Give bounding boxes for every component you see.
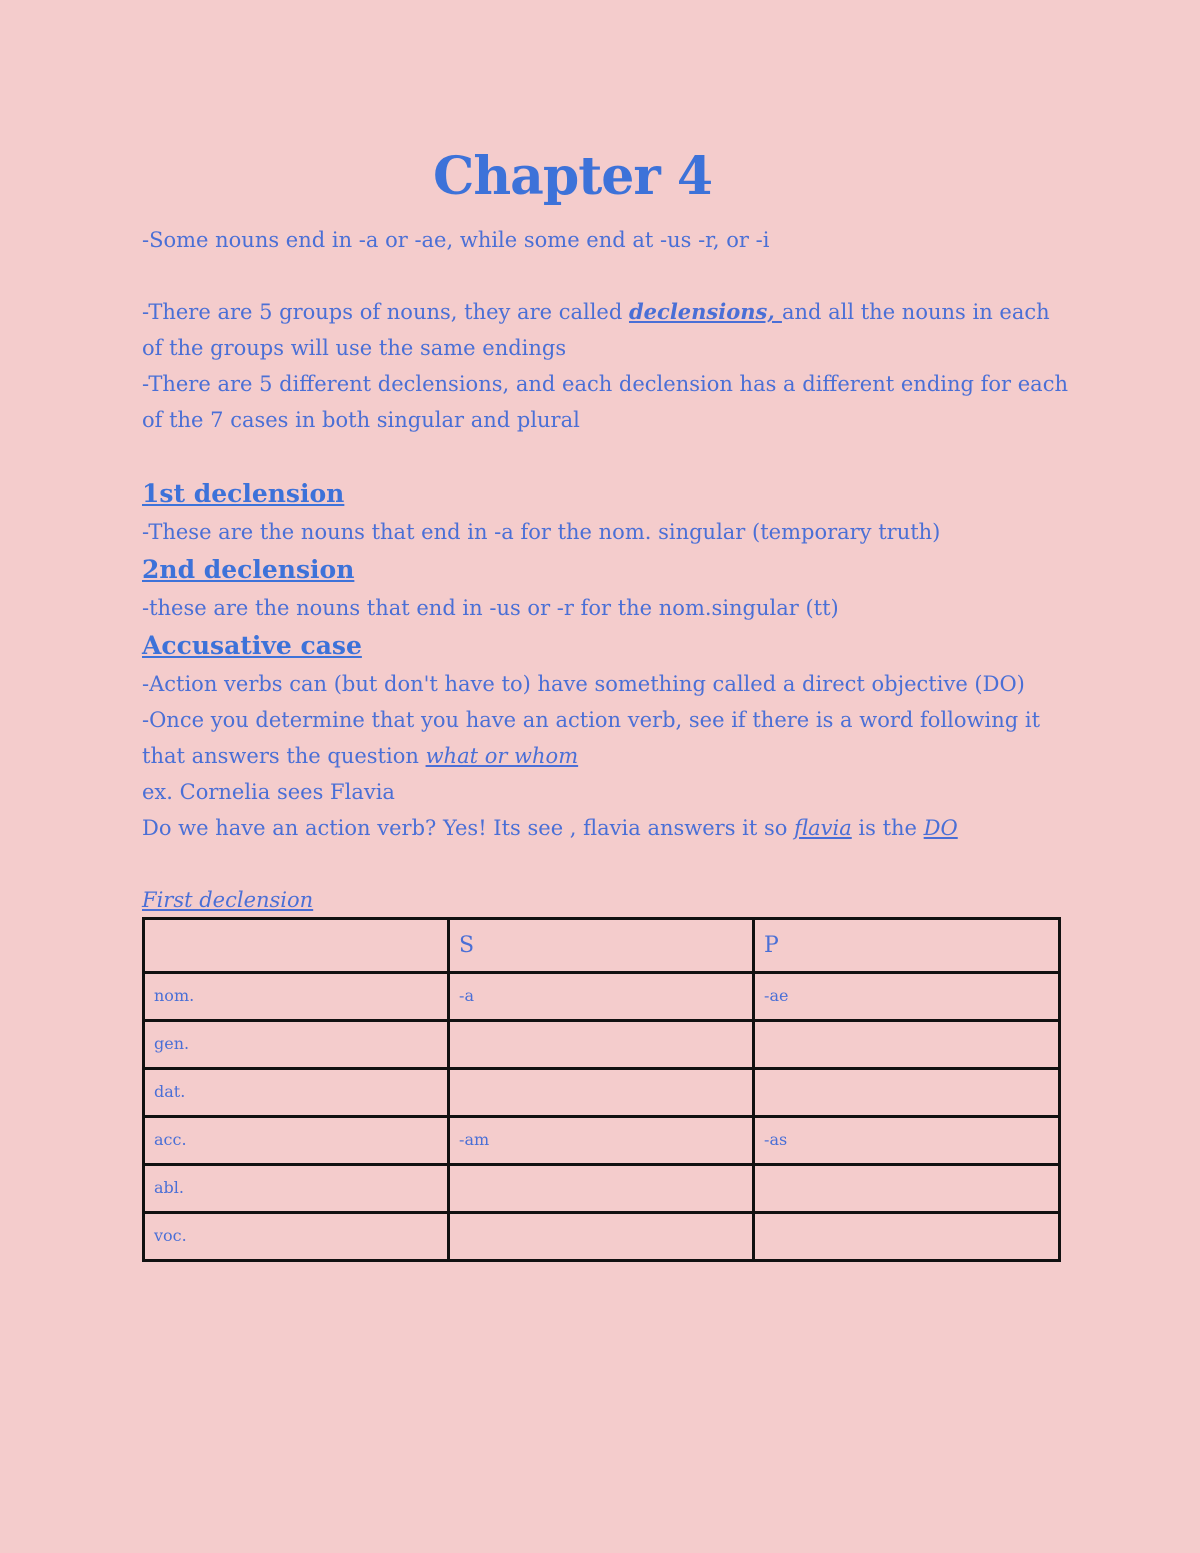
- intro-p2-before: -There are 5 groups of nouns, they are called: [142, 300, 629, 324]
- intro-paragraph-2: [142, 294, 1072, 366]
- plural-cell: [754, 1165, 1060, 1213]
- singular-cell: [449, 1213, 754, 1261]
- case-cell: acc.: [144, 1117, 449, 1165]
- first-declension-text: -These are the nouns that end in -a for the nom. singular (temporary truth): [142, 520, 941, 544]
- singular-cell: [449, 1069, 754, 1117]
- table-row: [144, 1165, 1060, 1213]
- question-mid: is the: [851, 816, 924, 840]
- case-cell: gen.: [144, 1021, 449, 1069]
- document-body: [142, 222, 1072, 918]
- first-declension-table: [142, 917, 1061, 1262]
- table-row: [144, 1021, 1060, 1069]
- table-row: [144, 1117, 1060, 1165]
- accusative-line-1: -Action verbs can (but don't have to) have something called a direct objective (DO): [142, 672, 1025, 696]
- header-cell-singular: S: [449, 919, 754, 973]
- accusative-line-2-before: -Once you determine that you have an action verb, see if there is a word following it that answers the question: [142, 708, 1041, 768]
- accusative-heading: Accusative case: [142, 631, 362, 660]
- accusative-line-2: [142, 702, 1072, 774]
- page-title: Chapter 4: [432, 146, 713, 207]
- plural-cell: [754, 1213, 1060, 1261]
- singular-cell: [449, 1021, 754, 1069]
- table-row: [144, 1069, 1060, 1117]
- do-term: DO: [923, 816, 958, 840]
- table-row: [144, 973, 1060, 1021]
- table-caption: First declension: [142, 888, 314, 912]
- case-cell: abl.: [144, 1165, 449, 1213]
- what-or-whom-term: what or whom: [425, 744, 579, 768]
- singular-cell: [449, 1165, 754, 1213]
- intro-p2-after: and all the nouns in each of the groups will use the same endings: [142, 300, 1050, 360]
- second-declension-heading: 2nd declension: [142, 555, 355, 584]
- table-header-row: [144, 919, 1060, 973]
- table-row: [144, 1213, 1060, 1261]
- case-cell: dat.: [144, 1069, 449, 1117]
- question-line: [142, 810, 1072, 846]
- intro-paragraph-3: -There are 5 different declensions, and each declension has a different ending for each of the 7 cases in both singular and plural: [142, 372, 1068, 432]
- question-before: Do we have an action verb? Yes! Its see , flavia answers it so: [142, 816, 795, 840]
- plural-cell: [754, 1021, 1060, 1069]
- case-cell: voc.: [144, 1213, 449, 1261]
- intro-line-1: -Some nouns end in -a or -ae, while some end at -us -r, or -i: [142, 228, 770, 252]
- case-cell: nom.: [144, 973, 449, 1021]
- singular-cell: -a: [449, 973, 754, 1021]
- plural-cell: -as: [754, 1117, 1060, 1165]
- first-declension-heading: 1st declension: [142, 479, 345, 508]
- plural-cell: -ae: [754, 973, 1060, 1021]
- second-declension-text: -these are the nouns that end in -us or -r for the nom.singular (tt): [142, 596, 839, 620]
- example-line: ex. Cornelia sees Flavia: [142, 780, 395, 804]
- singular-cell: -am: [449, 1117, 754, 1165]
- header-cell-case: [144, 919, 449, 973]
- declensions-term: declensions,: [628, 299, 782, 324]
- flavia-term: flavia: [794, 816, 852, 840]
- plural-cell: [754, 1069, 1060, 1117]
- header-cell-plural: P: [754, 919, 1060, 973]
